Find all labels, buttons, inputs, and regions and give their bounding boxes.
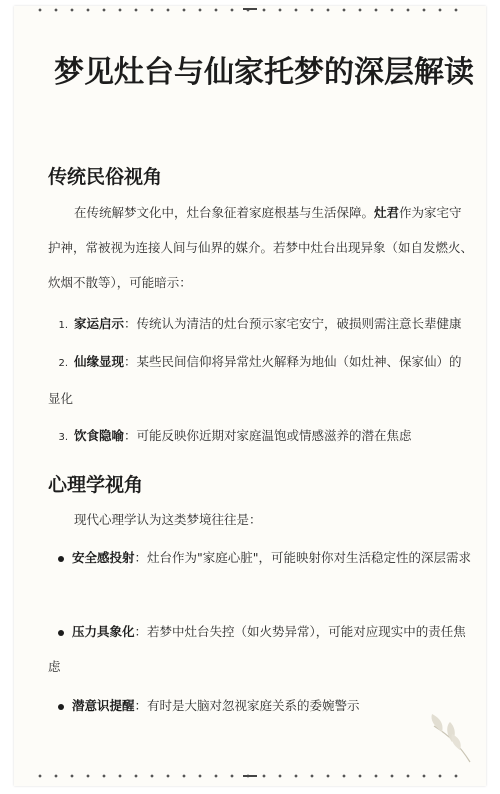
list-term: 饮食隐喻 [74,428,125,443]
list-number: 1. [58,320,68,331]
bullet-icon [58,630,64,636]
folk-intro [48,195,474,300]
psych-item-3 [48,688,474,723]
psych-intro: 现代心理学认为这类梦境往往是： [74,512,262,527]
list-term: 仙缘显现 [74,354,125,369]
section-heading-folk: 传统民俗视角 [48,166,163,188]
list-term: 安全感投射 [72,550,135,565]
folk-intro-part2: 作为家宅守护神，常被视为连接人间与仙界的媒介。若梦中灶台出现异象（如自发燃火、炊烟不散等），可能暗示： [48,205,474,290]
folk-intro-part1: 在传统解梦文化中，灶台象征着家庭根基与生活保障。 [74,205,375,220]
psych-item-2 [48,614,474,684]
list-number: 3. [58,432,68,443]
folk-item-1 [48,306,474,343]
list-text: ：传统认为清洁的灶台预示家宅安宁，破损则需注意长辈健康 [124,316,462,331]
list-term: 压力具象化 [72,624,135,639]
list-term: 潜意识提醒 [72,698,135,713]
list-text: ：若梦中灶台失控（如火势异常），可能对应现实中的责任焦虑 [48,624,466,674]
list-text: ：可能反映你近期对家庭温饱或情感滋养的潜在焦虑 [124,428,412,443]
psych-item-1 [48,540,474,575]
folk-item-3 [48,418,474,455]
top-center-mark [243,8,257,10]
list-text: ：灶台作为"家庭心脏"，可能映射你对生活稳定性的深层需求 [134,550,472,565]
page-title: 梦见灶台与仙家托梦的深层解读 [54,55,474,90]
bullet-icon [58,556,64,562]
bullet-icon [58,704,64,710]
list-text: ：某些民间信仰将异常灶火解释为地仙（如灶神、保家仙）的显化 [48,354,462,406]
folk-item-2 [48,344,474,416]
leaf-decoration-icon [420,696,480,766]
section-heading-psych: 心理学视角 [48,474,144,496]
folk-intro-bold: 灶君 [374,205,400,220]
list-number: 2. [58,358,68,369]
bottom-center-mark [243,775,257,777]
list-text: ：有时是大脑对忽视家庭关系的委婉警示 [134,698,360,713]
document-page [14,6,486,786]
list-term: 家运启示 [74,316,125,331]
